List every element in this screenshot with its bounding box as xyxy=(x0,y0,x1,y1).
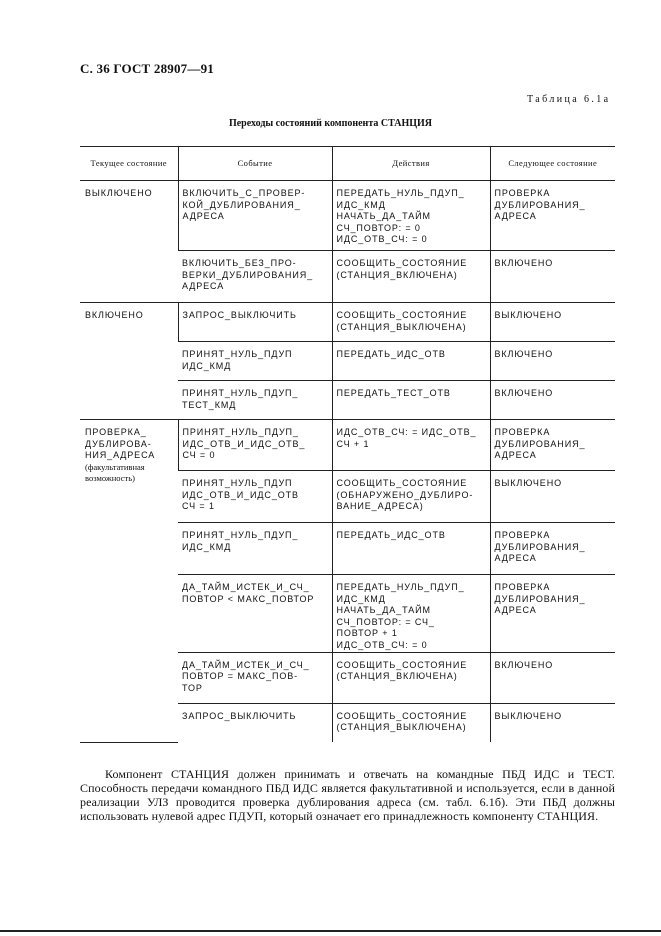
current-state-text: ВЫКЛЮЧЕНО xyxy=(85,188,153,198)
current-state-note: (факультативная возможность) xyxy=(85,461,145,483)
cell-next-state: ВКЛЮЧЕНО xyxy=(490,652,615,703)
cell-action: ПЕРЕДАТЬ_ИДС_ОТВ xyxy=(332,523,490,575)
cell-action: СООБЩИТЬ_СОСТОЯНИЕ (СТАНЦИЯ_ВЫКЛЮЧЕНА) xyxy=(332,303,490,342)
cell-event: ДА_ТАЙМ_ИСТЕК_И_СЧ_ ПОВТОР < МАКС_ПОВТОР xyxy=(178,575,332,653)
cell-next-state: ПРОВЕРКА ДУБЛИРОВАНИЯ_ АДРЕСА xyxy=(490,575,615,653)
cell-event: ПРИНЯТ_НУЛЬ_ПДУП ИДС_КМД xyxy=(178,342,332,381)
cell-current-state xyxy=(80,303,178,420)
cell-action: ПЕРЕДАТЬ_НУЛЬ_ПДУП_ ИДС_КМД НАЧАТЬ_ДА_ТАЙМ СЧ_ПОВТОР: = СЧ_ ПОВТОР + 1 ИДС_ОТВ_СЧ: = 0 xyxy=(332,575,490,653)
cell-next-state: ВКЛЮЧЕНО xyxy=(490,342,615,381)
cell-current-state xyxy=(80,420,178,743)
cell-event: ВКЛЮЧИТЬ_БЕЗ_ПРО- ВЕРКИ_ДУБЛИРОВАНИЯ_ АДРЕСА xyxy=(178,251,332,303)
table-row xyxy=(80,420,615,471)
page-header: С. 36 ГОСТ 28907—91 xyxy=(80,61,214,76)
cell-next-state: ПРОВЕРКА ДУБЛИРОВАНИЯ_ АДРЕСА xyxy=(490,181,615,251)
column-header-current-state: Текущее состояние xyxy=(80,147,178,181)
cell-event: ВКЛЮЧИТЬ_С_ПРОВЕР- КОЙ_ДУБЛИРОВАНИЯ_ АДРЕСА xyxy=(178,181,332,251)
cell-event: ПРИНЯТ_НУЛЬ_ПДУП_ ИДС_КМД xyxy=(178,523,332,575)
bottom-rule xyxy=(0,930,661,932)
column-header-event: Событие xyxy=(178,147,332,181)
cell-action: ПЕРЕДАТЬ_ТЕСТ_ОТВ xyxy=(332,381,490,420)
table-caption: Переходы состояний компонента СТАНЦИЯ xyxy=(228,118,433,129)
cell-action: ИДС_ОТВ_СЧ: = ИДС_ОТВ_ СЧ + 1 xyxy=(332,420,490,471)
table-row xyxy=(80,181,615,251)
cell-event: ДА_ТАЙМ_ИСТЕК_И_СЧ_ ПОВТОР = МАКС_ПОВ- ТОР xyxy=(178,652,332,703)
cell-action: СООБЩИТЬ_СОСТОЯНИЕ (СТАНЦИЯ_ВЫКЛЮЧЕНА) xyxy=(332,703,490,742)
column-header-actions: Действия xyxy=(332,147,490,181)
state-transition-table xyxy=(80,146,615,743)
cell-next-state: ВЫКЛЮЧЕНО xyxy=(490,703,615,742)
column-header-next-state: Следующее состояние xyxy=(490,147,615,181)
cell-next-state: ПРОВЕРКА ДУБЛИРОВАНИЯ_ АДРЕСА xyxy=(490,420,615,471)
current-state-text: ВКЛЮЧЕНО xyxy=(85,310,144,320)
cell-current-state xyxy=(80,181,178,303)
cell-action: ПЕРЕДАТЬ_НУЛЬ_ПДУП_ ИДС_КМД НАЧАТЬ_ДА_ТАЙМ СЧ_ПОВТОР: = 0 ИДС_ОТВ_СЧ: = 0 xyxy=(332,181,490,251)
cell-next-state: ВКЛЮЧЕНО xyxy=(490,381,615,420)
cell-action: СООБЩИТЬ_СОСТОЯНИЕ (СТАНЦИЯ_ВКЛЮЧЕНА) xyxy=(332,251,490,303)
cell-action: СООБЩИТЬ_СОСТОЯНИЕ (ОБНАРУЖЕНО_ДУБЛИРО- ВАНИЕ_АДРЕСА) xyxy=(332,471,490,523)
cell-event: ПРИНЯТ_НУЛЬ_ПДУП_ ИДС_ОТВ_И_ИДС_ОТВ_ СЧ = 0 xyxy=(178,420,332,471)
cell-next-state: ВЫКЛЮЧЕНО xyxy=(490,303,615,342)
cell-next-state: ВКЛЮЧЕНО xyxy=(490,251,615,303)
cell-next-state: ПРОВЕРКА ДУБЛИРОВАНИЯ_ АДРЕСА xyxy=(490,523,615,575)
cell-event: ПРИНЯТ_НУЛЬ_ПДУП ИДС_ОТВ_И_ИДС_ОТВ СЧ = 1 xyxy=(178,471,332,523)
body-paragraph: Компонент СТАНЦИЯ должен принимать и отвечать на командные ПБД ИДС и ТЕСТ. Способность передачи командного ПБД ИДС является факультативной и используется, если в данной реализации УЛЗ проводится проверка дублирования адреса (см. табл. 6.1б). Эти ПБД должны использовать нулевой адрес ПДУП, который означает его принадлежность компоненту СТАНЦИЯ. xyxy=(80,767,615,823)
cell-next-state: ВЫКЛЮЧЕНО xyxy=(490,471,615,523)
current-state-text: ПРОВЕРКА_ ДУБЛИРОВА- НИЯ_АДРЕСА xyxy=(85,427,156,461)
cell-action: СООБЩИТЬ_СОСТОЯНИЕ (СТАНЦИЯ_ВКЛЮЧЕНА) xyxy=(332,652,490,703)
cell-event: ЗАПРОС_ВЫКЛЮЧИТЬ xyxy=(182,710,297,721)
cell-event: ПРИНЯТ_НУЛЬ_ПДУП_ ТЕСТ_КМД xyxy=(178,381,332,420)
cell-action: ПЕРЕДАТЬ_ИДС_ОТВ xyxy=(332,342,490,381)
cell-event: ЗАПРОС_ВЫКЛЮЧИТЬ xyxy=(178,303,332,342)
table-header-row xyxy=(80,147,615,181)
table-number: Таблица 6.1а xyxy=(527,94,611,105)
table-row xyxy=(80,303,615,342)
